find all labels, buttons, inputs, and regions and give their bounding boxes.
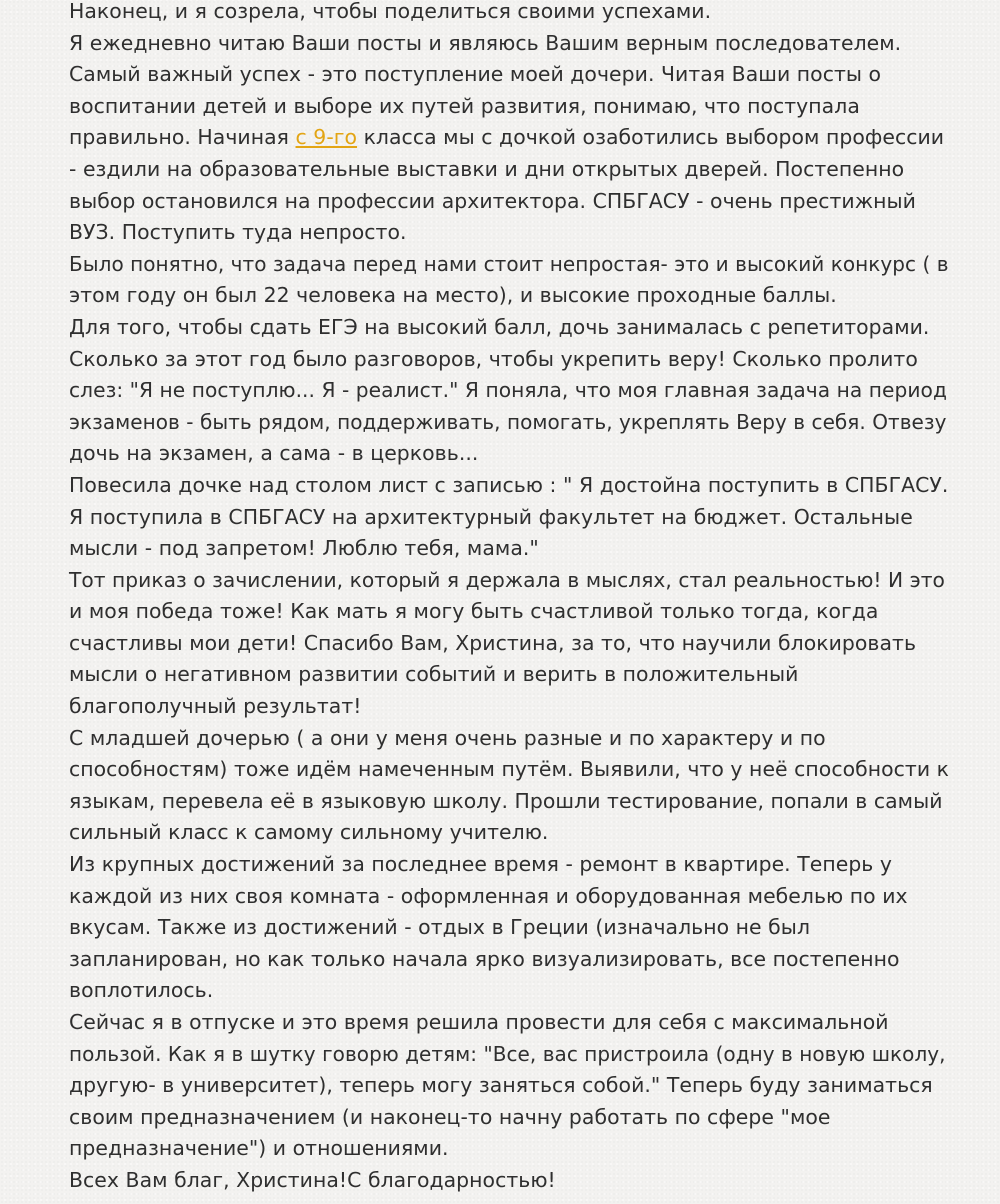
text-line: Из крупных достижений за последнее время - ремонт в квартире. Теперь у	[69, 852, 893, 877]
text-line: Сколько за этот год было разговоров, чтобы укрепить веру! Сколько пролито	[69, 346, 918, 371]
text-line: благополучный результат!	[69, 694, 362, 719]
text-line: этом году он был 22 человека на место), и высокие проходные баллы.	[69, 283, 837, 308]
text-line: слез: "Я не поступлю... Я - реалист." Я поняла, что моя главная задача на период	[69, 378, 947, 403]
text-line: сильный класс к самому сильному учителю.	[69, 820, 549, 845]
text-line: - ездили на образовательные выставки и дни открытых дверей. Постепенно	[69, 156, 905, 181]
text-line: экзаменов - быть рядом, поддерживать, помогать, укреплять Веру в себя. Отвезу	[69, 409, 947, 434]
text-line: ВУЗ. Поступить туда непросто.	[69, 220, 407, 245]
text-line: счастливы мои дети! Спасибо Вам, Христина, за то, что научили блокировать	[69, 630, 917, 655]
note-body	[69, 0, 949, 1197]
text-line: Повесила дочке над столом лист с записью : " Я достойна поступить в СПБГАСУ.	[69, 472, 949, 497]
text-line: Было понятно, что задача перед нами стоит непростая- это и высокий конкурс ( в	[69, 251, 949, 276]
text-line	[69, 122, 949, 154]
text-line: пользой. Как я в шутку говорю детям: "Все, вас пристроила (одну в новую школу,	[69, 1041, 946, 1066]
text-line: другую- в университет), теперь могу заняться собой." Теперь буду заниматься	[69, 1073, 933, 1098]
text-line: мысли о негативном развитии событий и верить в положительный	[69, 662, 799, 687]
text-segment: класса мы с дочкой озаботились выбором профессии	[357, 125, 945, 150]
text-line: воспитании детей и выборе их путей развития, понимаю, что поступала	[69, 93, 860, 118]
text-line: Сейчас я в отпуске и это время решила провести для себя с максимальной	[69, 1010, 889, 1034]
text-line: дочь на экзамен, а сама - в церковь...	[69, 441, 479, 466]
text-line: предназначение") и отношениями.	[69, 1136, 449, 1161]
text-line: способностям) тоже идём намеченным путём. Выявили, что у неё способности к	[69, 757, 950, 782]
text-line: Тот приказ о зачислении, который я держала в мыслях, стал реальностью! И это	[69, 567, 945, 592]
text-line: Я поступила в СПБГАСУ на архитектурный факультет на бюджет. Остальные	[69, 504, 913, 529]
text-line: языкам, перевела её в языковую школу. Прошли тестирование, попали в самый	[69, 788, 943, 813]
text-line: С младшей дочерью ( а они у меня очень разные и по характеру и по	[69, 725, 826, 750]
text-line: вкусам. Также из достижений - отдых в Греции (изначально не был	[69, 915, 811, 940]
text-line: Я ежедневно читаю Ваши посты и являюсь Вашим верным последователем.	[69, 30, 902, 55]
text-line: и моя победа тоже! Как мать я могу быть счастливой только тогда, когда	[69, 599, 879, 624]
text-line: Наконец, и я созрела, чтобы поделиться своими успехами.	[69, 0, 712, 23]
text-line: Самый важный успех - это поступление моей дочери. Читая Ваши посты о	[69, 62, 882, 87]
text-line: мысли - под запретом! Люблю тебя, мама."	[69, 536, 539, 561]
text-segment: правильно. Начиная	[69, 125, 296, 150]
text-line: выбор остановился на профессии архитектора. СПБГАСУ - очень престижный	[69, 188, 916, 213]
text-line: Всех Вам благ, Христина!С благодарностью!	[69, 1167, 556, 1192]
text-line: каждой из них своя комната - оформленная и оборудованная мебелью по их	[69, 883, 908, 908]
text-line: своим предназначением (и наконец-то начну работать по сфере "мое	[69, 1104, 831, 1129]
text-line: воплотилось.	[69, 978, 214, 1003]
text-line: запланирован, но как только начала ярко визуализировать, все постепенно	[69, 946, 900, 971]
date-link[interactable]: с 9-го	[295, 125, 358, 150]
text-line: Для того, чтобы сдать ЕГЭ на высокий балл, дочь занималась с репетиторами.	[69, 314, 930, 339]
